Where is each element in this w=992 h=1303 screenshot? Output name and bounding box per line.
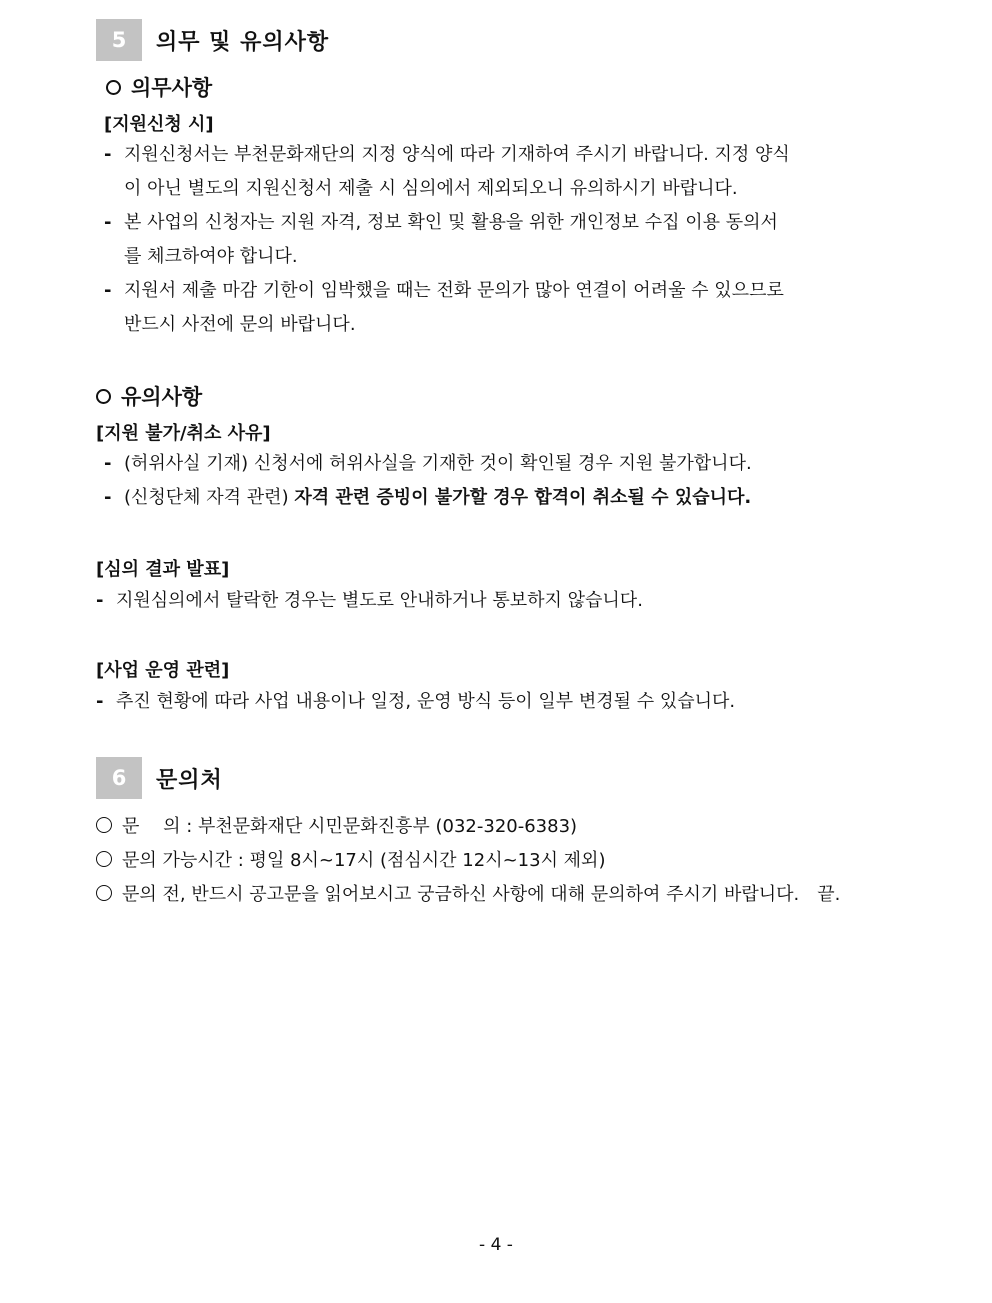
contact-item (96, 846, 605, 872)
circle-bullet-icon (96, 885, 112, 901)
group-label: [심의 결과 발표] (96, 559, 230, 580)
page-number: - 4 - (479, 1235, 513, 1255)
duties-heading-text: 의무사항 (131, 76, 213, 100)
list-item: - 추진 현황에 따라 사업 내용이나 일정, 운영 방식 등이 일부 변경될 수 있습니다. (96, 691, 736, 712)
contact-text: 문의 전, 반드시 공고문을 읽어보시고 궁금하신 사항에 대해 문의하여 주시기 바랍니다. 끝. (122, 884, 841, 905)
cautions-heading (96, 381, 202, 411)
section-6-header (96, 757, 223, 799)
section-title: 문의처 (156, 767, 223, 793)
emphasis-text: 자격 관련 증빙이 불가할 경우 합격이 취소될 수 있습니다. (294, 487, 752, 508)
circle-bullet-icon (96, 389, 111, 404)
group-label: [지원 불가/취소 사유] (96, 423, 271, 444)
duties-heading (106, 72, 212, 102)
list-item: - 본 사업의 신청자는 지원 자격, 정보 확인 및 활용을 위한 개인정보 수집 이용 동의서 (104, 212, 778, 233)
list-item: - (허위사실 기재) 신청서에 허위사실을 기재한 것이 확인될 경우 지원 불가합니다. (104, 453, 752, 474)
contact-text: 문의 가능시간 : 평일 8시~17시 (점심시간 12시~13시 제외) (122, 850, 606, 871)
list-item-continuation: 반드시 사전에 문의 바랍니다. (124, 314, 356, 335)
section-number-badge: 6 (96, 757, 142, 799)
circle-bullet-icon (96, 851, 112, 867)
list-item: - 지원서 제출 마감 기한이 임박했을 때는 전화 문의가 많아 연결이 어려울 수 있으므로 (104, 280, 784, 301)
circle-bullet-icon (106, 80, 121, 95)
section-5-header (96, 19, 329, 61)
section-title: 의무 및 유의사항 (156, 29, 330, 55)
contact-text: 문 의 : 부천문화재단 시민문화진흥부 (032-320-6383) (122, 816, 578, 837)
contact-item (96, 880, 840, 906)
list-item-continuation: 이 아닌 별도의 지원신청서 제출 시 심의에서 제외되오니 유의하시기 바랍니다. (124, 178, 738, 199)
list-item: - (신청단체 자격 관련) 자격 관련 증빙이 불가할 경우 합격이 취소될 수 있습니다. (104, 487, 752, 508)
section-number-badge: 5 (96, 19, 142, 61)
contact-item (96, 812, 577, 838)
group-label: [사업 운영 관련] (96, 660, 230, 681)
group-label: [지원신청 시] (104, 114, 214, 135)
list-item: - 지원심의에서 탈락한 경우는 별도로 안내하거나 통보하지 않습니다. (96, 590, 643, 611)
list-item-continuation: 를 체크하여야 합니다. (124, 246, 298, 267)
list-item: - 지원신청서는 부천문화재단의 지정 양식에 따라 기재하여 주시기 바랍니다. 지정 양식 (104, 144, 790, 165)
circle-bullet-icon (96, 817, 112, 833)
cautions-heading-text: 유의사항 (121, 385, 203, 409)
